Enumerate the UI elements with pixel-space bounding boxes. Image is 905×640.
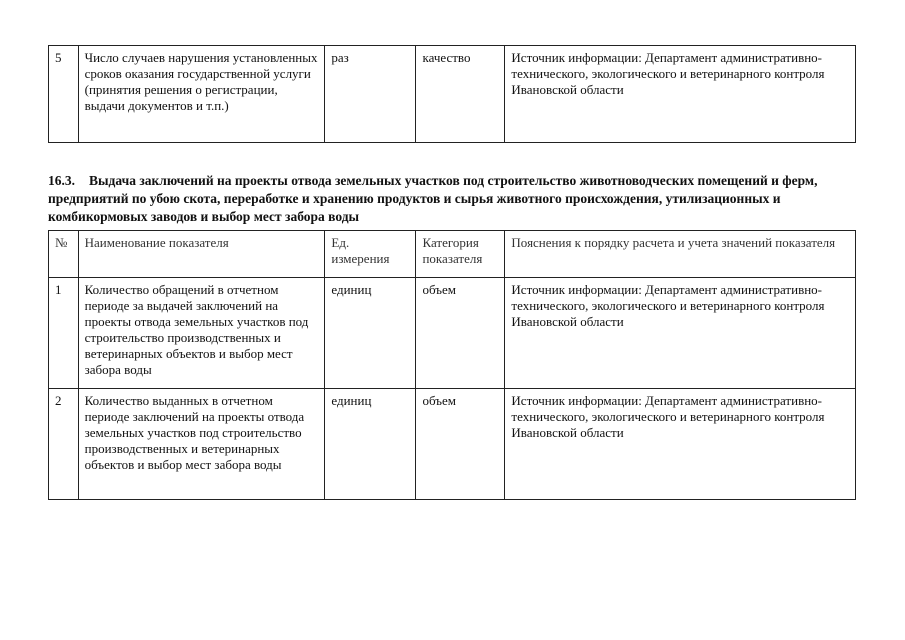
indicator-note: Источник информации: Департамент административно-технического, экологического и ветеринарного контроля Ивановской области — [505, 278, 856, 389]
previous-indicators-table — [48, 45, 856, 143]
header-name: Наименование показателя — [78, 231, 325, 278]
indicator-category: объем — [416, 278, 505, 389]
indicator-name: Количество выданных в отчетном периоде заключений на проекты отвода земельных участков под строительство производственных и ветеринарных объектов и выбор мест забора воды — [78, 389, 325, 500]
row-number: 1 — [49, 278, 79, 389]
section-title: Выдача заключений на проекты отвода земельных участков под строительство животноводческих помещений и ферм, предприятий по убою скота, переработке и хранению продуктов и сырья животного происхождения, утилизационных и комбикормовых заводов и выбор мест забора воды — [48, 173, 818, 224]
indicator-category: объем — [416, 389, 505, 500]
indicator-note: Источник информации: Департамент административно-технического, экологического и ветеринарного контроля Ивановской области — [505, 46, 856, 143]
table-header-row — [49, 231, 856, 278]
indicator-unit: раз — [325, 46, 416, 143]
indicator-note: Источник информации: Департамент административно-технического, экологического и ветеринарного контроля Ивановской области — [505, 389, 856, 500]
section-heading — [48, 172, 858, 226]
table-row — [49, 389, 856, 500]
header-category: Категория показателя — [416, 231, 505, 278]
header-num: № — [49, 231, 79, 278]
row-number: 2 — [49, 389, 79, 500]
header-unit: Ед. измерения — [325, 231, 416, 278]
indicators-table — [48, 230, 856, 500]
section-number: 16.3. — [48, 173, 75, 188]
indicator-unit: единиц — [325, 278, 416, 389]
row-number: 5 — [49, 46, 79, 143]
indicator-name: Число случаев нарушения установленных сроков оказания государственной услуги (принятия решения о регистрации, выдачи документов и т.п.) — [78, 46, 325, 143]
indicator-unit: единиц — [325, 389, 416, 500]
indicator-category: качество — [416, 46, 505, 143]
indicator-name: Количество обращений в отчетном периоде за выдачей заключений на проекты отвода земельных участков под строительство производственных и ветеринарных объектов и выбор мест забора воды — [78, 278, 325, 389]
header-note: Пояснения к порядку расчета и учета значений показателя — [505, 231, 856, 278]
table-row — [49, 46, 856, 143]
table-row — [49, 278, 856, 389]
